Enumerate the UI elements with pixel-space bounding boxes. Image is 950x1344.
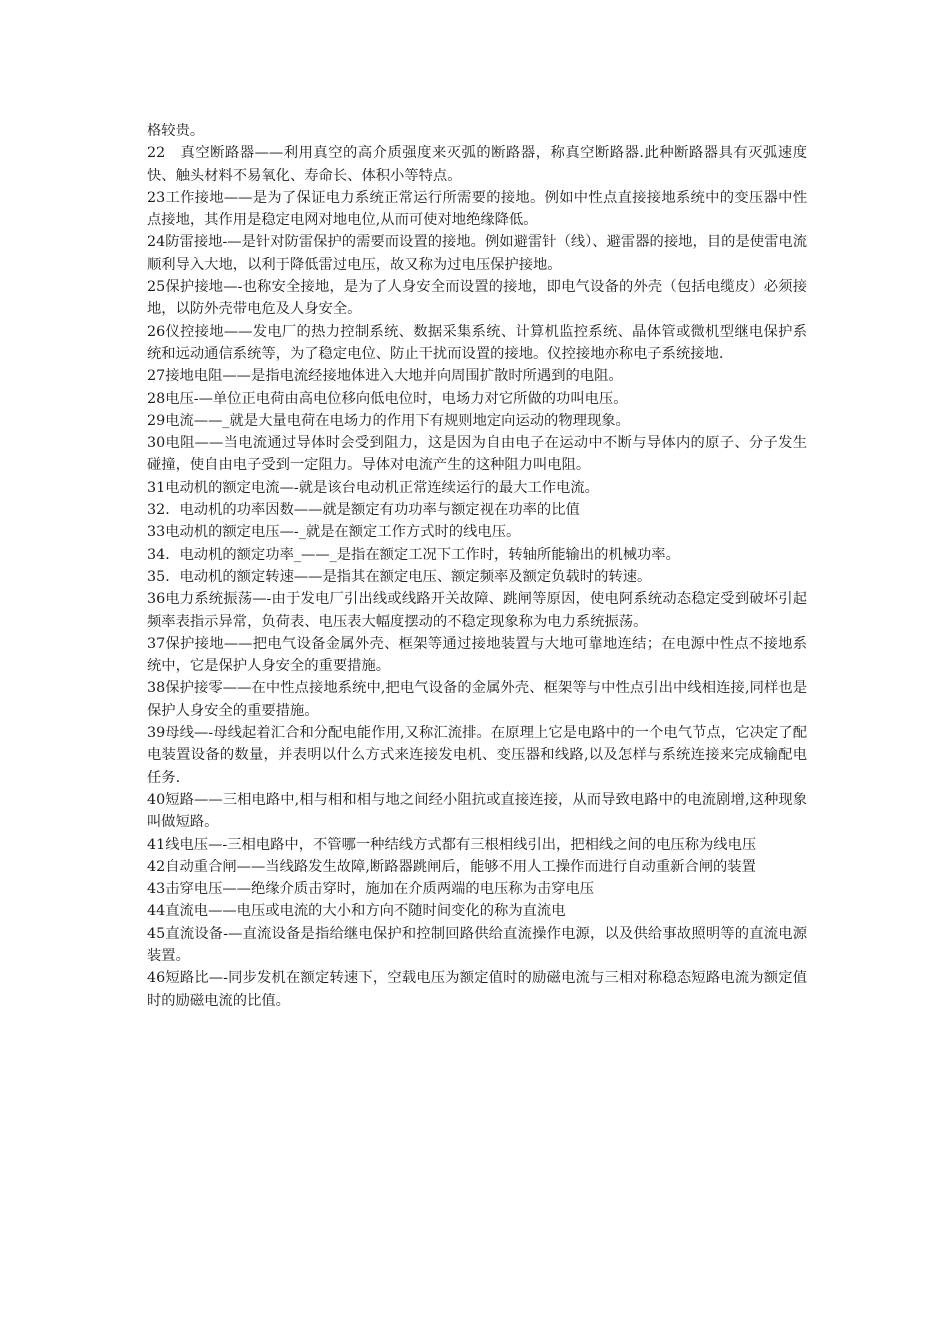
paragraph-46: 46短路比—-同步发机在额定转速下，空载电压为额定值时的励磁电流与三相对称稳态短路电流为额定值时的励磁电流的比值。 [147, 970, 807, 1009]
paragraph-29: 29电流——_就是大量电荷在电场力的作用下有规则地定向运动的物理现象。 [147, 412, 630, 429]
paragraph-41: 41线电压—-三相电路中，不管哪一种结线方式都有三根相线引出，把相线之间的电压称为线电压 [147, 836, 757, 853]
paragraph-35: 35．电动机的额定转速——是指其在额定电压、额定频率及额定负载时的转速。 [147, 568, 652, 585]
paragraph-26: 26仪控接地——发电厂的热力控制系统、数据采集系统、计算机监控系统、晶体管或微机型继电保护系统和远动通信系统等，为了稳定电位、防止干扰而设置的接地。仪控接地亦称电子系统接地. [147, 323, 807, 362]
paragraph-36: 36电力系统振荡—-由于发电厂引出线或线路开关故障、跳闸等原因，使电阿系统动态稳定受到破坏引起频率表指示异常，负荷表、电压表大幅度摆动的不稳定现象称为电力系统振荡。 [147, 591, 807, 630]
paragraph-28: 28电压-—单位正电荷由高电位移向低电位时，电场力对它所做的功叫电压。 [147, 390, 628, 407]
paragraph-42: 42自动重合闸——当线路发生故障,断路器跳闸后，能够不用人工操作而进行自动重新合闸的装置 [147, 858, 756, 875]
paragraph-31: 31电动机的额定电流—-就是该台电动机正常连续运行的最大工作电流。 [147, 479, 599, 496]
paragraph-33: 33电动机的额定电压—-_就是在额定工作方式时的线电压。 [147, 524, 521, 541]
paragraph-37: 37保护接地——把电气设备金属外壳、框架等通过接地装置与大地可靠地连结；在电源中性点不接地系统中，它是保护人身安全的重要措施。 [147, 635, 807, 675]
document-body [147, 120, 807, 1012]
paragraph-continuation: 格较贵。 [147, 123, 205, 139]
paragraph-40: 40短路——三相电路中,相与相和相与地之间经小阻抗或直接连接，从而导致电路中的电流剧增,这种现象叫做短路。 [147, 791, 807, 831]
paragraph-34: 34．电动机的额定功率_——_是指在额定工况下工作时，转轴所能输出的机械功率。 [147, 546, 680, 563]
paragraph-32: 32．电动机的功率因数——就是额定有功功率与额定视在功率的比值 [147, 502, 580, 519]
paragraph-45: 45直流设备-—直流设备是指给继电保护和控制回路供给直流操作电源，以及供给事故照明等的直流电源装置。 [147, 925, 807, 964]
paragraph-25: 25保护接地—-也称安全接地，是为了人身安全而设置的接地，即电气设备的外壳（包括电缆皮）必须接地，以防外壳带电危及人身安全。 [147, 279, 807, 318]
paragraph-30: 30电阻——当电流通过导体时会受到阻力，这是因为自由电子在运动中不断与导体内的原子、分子发生碰撞，使自由电子受到一定阻力。导体对电流产生的这种阻力叫电阻。 [147, 435, 807, 474]
paragraph-22: 22 真空断路器——利用真空的高介质强度来灭弧的断路器，称真空断路器.此种断路器具有灭弧速度快、触头材料不易氧化、寿命长、体积小等特点。 [147, 145, 807, 184]
paragraph-24: 24防雷接地-—是针对防雷保护的需要而设置的接地。例如避雷针（线）、避雷器的接地，目的是使雷电流顺利导入大地，以利于降低雷过电压，故又称为过电压保护接地。 [147, 234, 807, 273]
paragraph-39: 39母线—-母线起着汇合和分配电能作用,又称汇流排。在原理上它是电路中的一个电气节点，它决定了配电装置设备的数量，并表明以什么方式来连接发电机、变压器和线路,以及怎样与系统连接来完成输配电任务. [147, 725, 807, 786]
paragraph-43: 43击穿电压——绝缘介质击穿时，施加在介质两端的电压称为击穿电压 [147, 881, 595, 898]
paragraph-44: 44直流电——电压或电流的大小和方向不随时间变化的称为直流电 [147, 903, 566, 920]
paragraph-38: 38保护接零——在中性点接地系统中,把电气设备的金属外壳、框架等与中性点引出中线相连接,同样也是保护人身安全的重要措施。 [147, 680, 807, 719]
paragraph-23: 23工作接地——是为了保证电力系统正常运行所需要的接地。例如中性点直接接地系统中的变压器中性点接地，其作用是稳定电网对地电位,从而可使对地绝缘降低。 [147, 189, 807, 229]
paragraph-27: 27接地电阻——是指电流经接地体进入大地并向周围扩散时所遇到的电阻。 [147, 368, 623, 385]
